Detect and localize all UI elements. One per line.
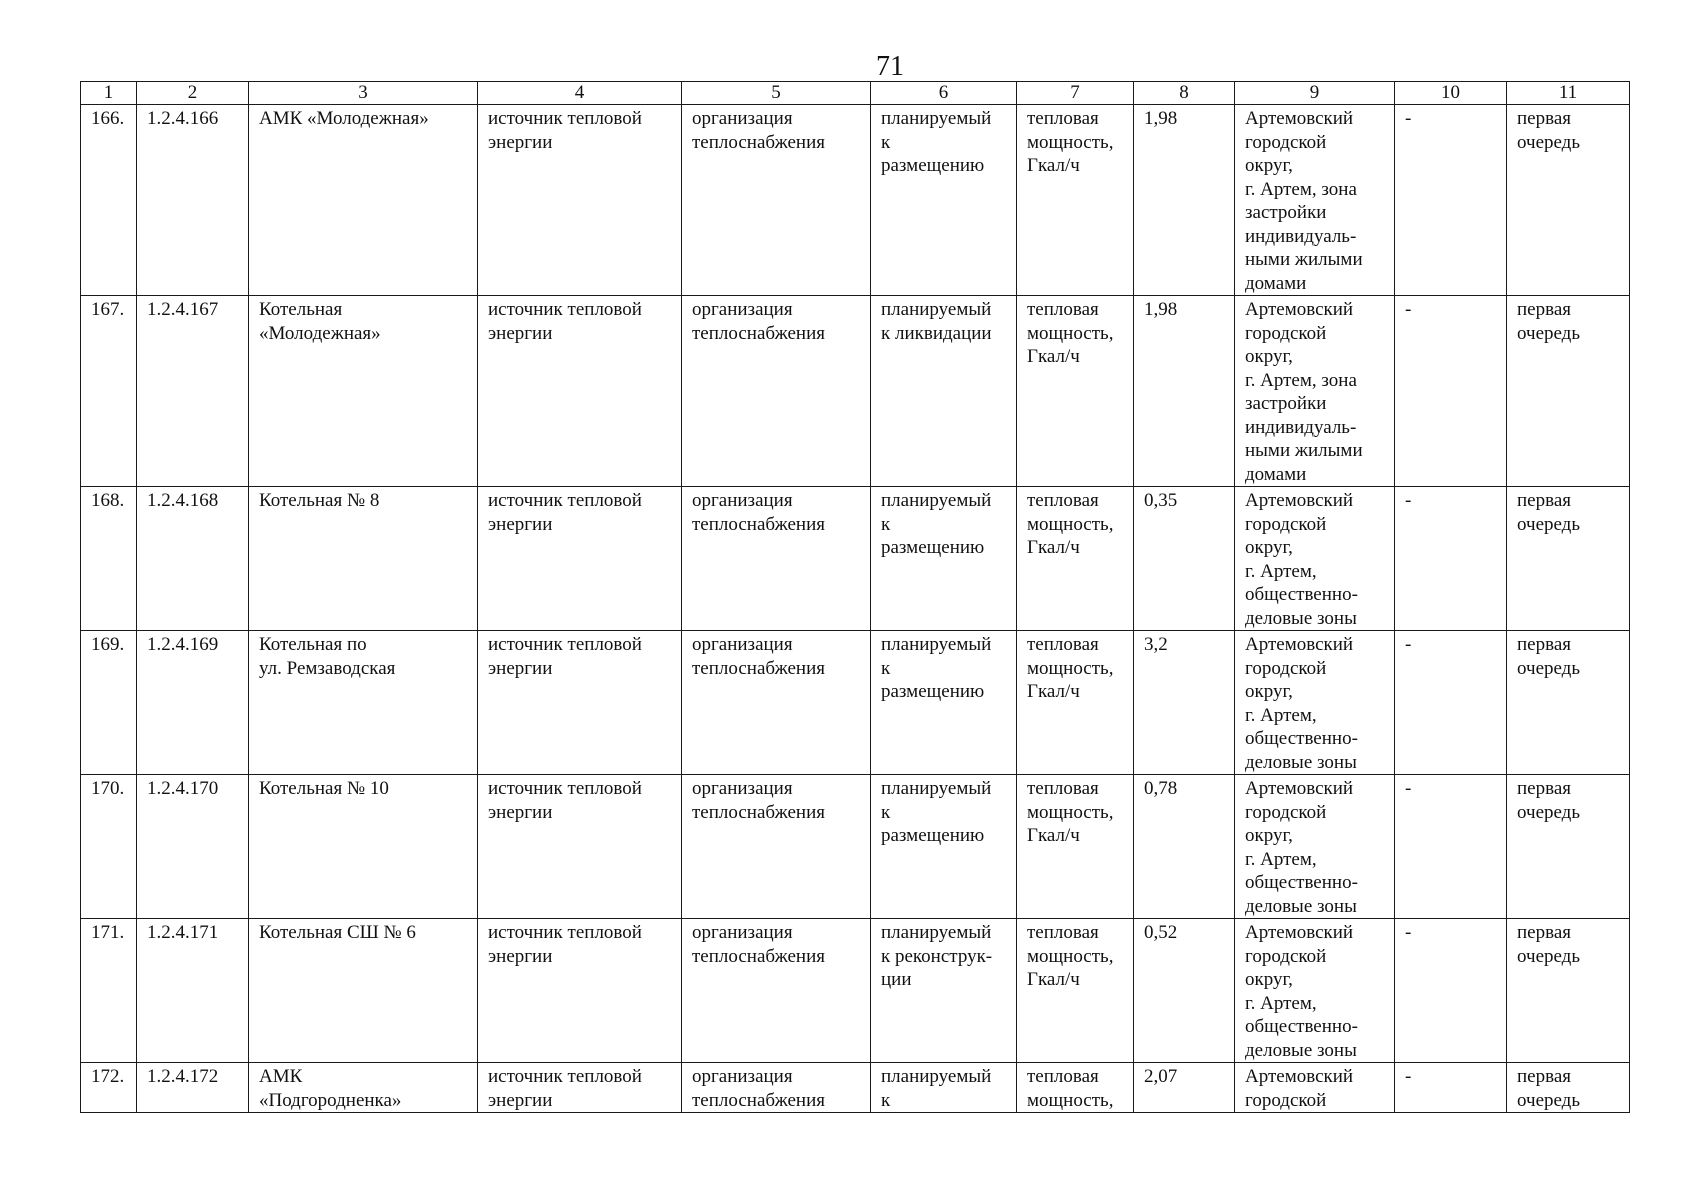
object-name: Котельная «Молодежная»	[249, 296, 478, 487]
object-name: Котельная № 8	[249, 487, 478, 631]
column-header: 3	[249, 82, 478, 105]
object-code: 1.2.4.167	[137, 296, 249, 487]
object-org: организация теплоснабжения	[682, 105, 871, 296]
object-col10: -	[1395, 1063, 1507, 1113]
table-row	[81, 919, 1630, 1063]
object-queue: первая очередь	[1507, 487, 1630, 631]
object-org: организация теплоснабжения	[682, 296, 871, 487]
table-row	[81, 775, 1630, 919]
object-org: организация теплоснабжения	[682, 775, 871, 919]
object-queue: первая очередь	[1507, 105, 1630, 296]
object-col10: -	[1395, 487, 1507, 631]
header-row	[81, 82, 1630, 105]
row-number: 168.	[81, 487, 137, 631]
object-col10: -	[1395, 105, 1507, 296]
object-type: источник тепловой энергии	[478, 487, 682, 631]
object-name: Котельная СШ № 6	[249, 919, 478, 1063]
object-status: планируемый к размещению	[871, 105, 1017, 296]
object-col10: -	[1395, 919, 1507, 1063]
object-value: 1,98	[1134, 105, 1235, 296]
row-number: 167.	[81, 296, 137, 487]
object-queue: первая очередь	[1507, 919, 1630, 1063]
object-parameter: тепловая мощность, Гкал/ч	[1017, 487, 1134, 631]
object-status: планируемый к реконструк- ции	[871, 919, 1017, 1063]
object-parameter: тепловая мощность, Гкал/ч	[1017, 775, 1134, 919]
object-value: 0,52	[1134, 919, 1235, 1063]
column-header: 10	[1395, 82, 1507, 105]
table-row	[81, 105, 1630, 296]
object-type: источник тепловой энергии	[478, 296, 682, 487]
object-queue: первая очередь	[1507, 1063, 1630, 1113]
object-queue: первая очередь	[1507, 775, 1630, 919]
object-location: Артемовский городской округ, г. Артем, зона застройки индивидуаль- ными жилыми домами	[1235, 105, 1395, 296]
object-col10: -	[1395, 775, 1507, 919]
object-org: организация теплоснабжения	[682, 631, 871, 775]
object-code: 1.2.4.166	[137, 105, 249, 296]
column-header: 9	[1235, 82, 1395, 105]
object-location: Артемовский городской округ, г. Артем, общественно- деловые зоны	[1235, 487, 1395, 631]
column-header: 7	[1017, 82, 1134, 105]
object-code: 1.2.4.169	[137, 631, 249, 775]
object-location: Артемовский городской	[1235, 1063, 1395, 1113]
object-name: Котельная по ул. Ремзаводская	[249, 631, 478, 775]
row-number: 172.	[81, 1063, 137, 1113]
row-number: 169.	[81, 631, 137, 775]
object-code: 1.2.4.171	[137, 919, 249, 1063]
object-type: источник тепловой энергии	[478, 105, 682, 296]
column-header: 5	[682, 82, 871, 105]
column-header: 6	[871, 82, 1017, 105]
object-parameter: тепловая мощность, Гкал/ч	[1017, 105, 1134, 296]
object-col10: -	[1395, 631, 1507, 775]
column-header: 2	[137, 82, 249, 105]
object-code: 1.2.4.168	[137, 487, 249, 631]
row-number: 171.	[81, 919, 137, 1063]
object-queue: первая очередь	[1507, 631, 1630, 775]
object-name: АМК «Подгородненка»	[249, 1063, 478, 1113]
object-code: 1.2.4.172	[137, 1063, 249, 1113]
table-row	[81, 487, 1630, 631]
object-parameter: тепловая мощность, Гкал/ч	[1017, 296, 1134, 487]
object-location: Артемовский городской округ, г. Артем, общественно- деловые зоны	[1235, 631, 1395, 775]
object-name: АМК «Молодежная»	[249, 105, 478, 296]
column-header: 4	[478, 82, 682, 105]
object-location: Артемовский городской округ, г. Артем, общественно- деловые зоны	[1235, 919, 1395, 1063]
object-type: источник тепловой энергии	[478, 1063, 682, 1113]
object-value: 0,35	[1134, 487, 1235, 631]
row-number: 170.	[81, 775, 137, 919]
table-row	[81, 1063, 1630, 1113]
object-location: Артемовский городской округ, г. Артем, зона застройки индивидуаль- ными жилыми домами	[1235, 296, 1395, 487]
object-type: источник тепловой энергии	[478, 775, 682, 919]
object-type: источник тепловой энергии	[478, 631, 682, 775]
object-code: 1.2.4.170	[137, 775, 249, 919]
object-status: планируемый к размещению	[871, 487, 1017, 631]
object-queue: первая очередь	[1507, 296, 1630, 487]
object-location: Артемовский городской округ, г. Артем, общественно- деловые зоны	[1235, 775, 1395, 919]
object-col10: -	[1395, 296, 1507, 487]
object-org: организация теплоснабжения	[682, 1063, 871, 1113]
object-value: 1,98	[1134, 296, 1235, 487]
table-row	[81, 296, 1630, 487]
object-parameter: тепловая мощность, Гкал/ч	[1017, 919, 1134, 1063]
object-status: планируемый к	[871, 1063, 1017, 1113]
object-value: 2,07	[1134, 1063, 1235, 1113]
object-status: планируемый к ликвидации	[871, 296, 1017, 487]
object-type: источник тепловой энергии	[478, 919, 682, 1063]
object-name: Котельная № 10	[249, 775, 478, 919]
table-row	[81, 631, 1630, 775]
object-value: 3,2	[1134, 631, 1235, 775]
column-header: 8	[1134, 82, 1235, 105]
page-number: 71	[876, 51, 904, 82]
object-status: планируемый к размещению	[871, 775, 1017, 919]
object-status: планируемый к размещению	[871, 631, 1017, 775]
object-org: организация теплоснабжения	[682, 487, 871, 631]
object-parameter: тепловая мощность,	[1017, 1063, 1134, 1113]
row-number: 166.	[81, 105, 137, 296]
object-value: 0,78	[1134, 775, 1235, 919]
column-header: 11	[1507, 82, 1630, 105]
objects-table	[80, 81, 1630, 1113]
object-org: организация теплоснабжения	[682, 919, 871, 1063]
column-header: 1	[81, 82, 137, 105]
object-parameter: тепловая мощность, Гкал/ч	[1017, 631, 1134, 775]
